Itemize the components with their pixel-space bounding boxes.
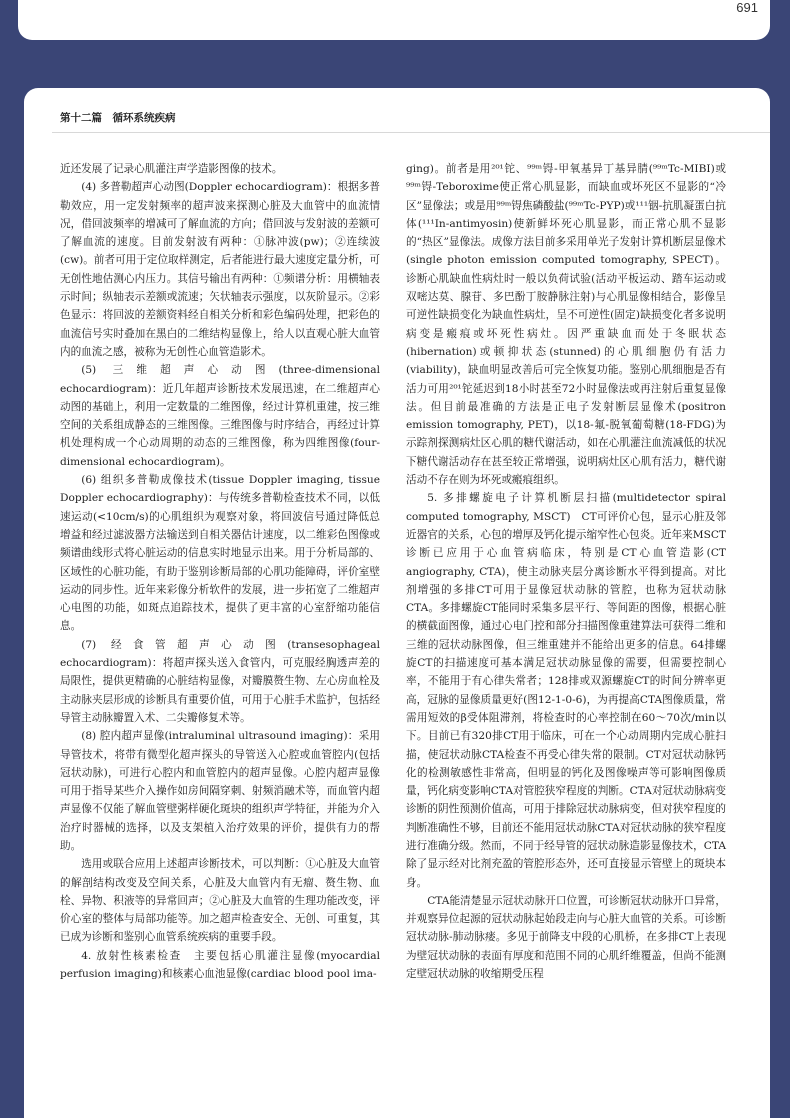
paragraph: 4. 放射性核素检查 主要包括心肌灌注显像(myocardial perfusion imaging)和核素心血池显像(cardiac blood pool ima- — [60, 949, 380, 981]
paragraph: 近还发展了记录心肌灌注声学造影图像的技术。 — [60, 163, 283, 175]
running-head: 第十二篇 循环系统疾病 — [60, 112, 176, 124]
book-page — [24, 88, 770, 1118]
paragraph: 选用或联合应用上述超声诊断技术，可以判断：①心脏及大血管的解剖结构改变及空间关系，心脏及大血管内有无瘤、赘生物、血栓、异物、积液等的异常回声；②心脏及大血管的生理功能改变，评价心室的整体与局部功能等。加之超声检查安全、无创、可重复，其已成为诊断和鉴别心血管系统疾病的重要手段。 — [60, 858, 380, 944]
page-number: 691 — [736, 0, 758, 15]
paragraph: (6) 组织多普勒成像技术(tissue Doppler imaging, tissue Doppler echocardiography)：与传统多普勒检查技术不同，以低速运动(<10cm/s)的心肌组织为观察对象，将回波信号通过降低总增益和经过滤波器方法输送到自相关器估计速度，以二维彩色图像或频谱曲线形式将心脏运动的信息实时地显示出来。用于分析局部的、区域性的心脏功能，有助于鉴别诊断局部的心肌功能障碍，评价室壁运动的同步性。近年来彩像分析软件的发展，进一步拓宽了二维超声心电图的功能，如斑点追踪技术，提供了更丰富的心室舒缩功能信息。 — [60, 474, 380, 633]
paragraph: ging)。前者是用²⁰¹铊、⁹⁹ᵐ锝-甲氧基异丁基异腈(⁹⁹ᵐTc-MIBI)或⁹⁹ᵐ锝-Teboroxime使正常心肌显影，而缺血或坏死区不显影的“冷区”显像法；或是用⁹⁹ᵐ锝焦磷酸盐(⁹⁹ᵐTc-PYP)或¹¹¹铟-抗肌凝蛋白抗体(¹¹¹In-antimyosin)使新鲜坏死心肌显影，而正常心肌不显影的“热区”显像法。成像方法目前多采用单光子发射计算机断层显像术(single photon emission computed tomography, SPECT)。诊断心肌缺血性病灶时一般以负荷试验(活动平板运动、踏车运动或双嘧达莫、腺苷、多巴酚丁胺静脉注射)与心肌显像相结合，影像呈可逆性缺损变化为缺血性病灶，呈不可逆性(固定)缺损变化者多说明病变是瘢痕或坏死性病灶。因严重缺血而处于冬眠状态(hibernation)或顿抑状态(stunned)的心肌细胞仍有活力(viability)，缺血明显改善后可完全恢复功能。鉴别心肌细胞是否有活力可用²⁰¹铊延迟到18小时甚至72小时显像法或再注射后重复显像法。但目前最准确的方法是正电子发射断层显像术(positron emission tomography, PET)，以18-氟-脱氧葡萄糖(18-FDG)为示踪剂探测病灶区心肌的糖代谢活动，如在心肌灌注血流减低的状况下糖代谢活动存在甚至较正常增强，说明病灶区心肌有活力，糖代谢活动不存在则为坏死或瘢痕组织。 — [406, 163, 726, 487]
left-column — [60, 160, 380, 983]
paragraph: (8) 腔内超声显像(intraluminal ultrasound imaging)：采用导管技术，将带有微型化超声探头的导管送入心腔或血管腔内(包括冠状动脉)，可进行心腔内和血管腔内的超声显像。心腔内超声显像可用于指导某些介入操作如房间隔穿刺、射频消融术等，而血管内超声显像不仅能了解血管壁粥样硬化斑块的组织声学特征，并能为介入治疗时器械的选择，以及支架植入治疗效果的评价，提供有力的帮助。 — [60, 730, 380, 852]
header-rule — [52, 132, 770, 133]
paragraph: (4) 多普勒超声心动图(Doppler echocardiogram)：根据多普勒效应，用一定发射频率的超声波来探测心脏及大血管中的血流情况，借回波频率的增减可了解血流的方向；借回波与发射波的差额可了解血流的速度。目前发射波有两种：①脉冲波(pw)；②连续波(cw)。前者可用于定位取样测定，后者能进行最大速度定量分析，可无创性地估测心内压力。其信号输出有两种：①频谱分析：用横轴表示时间；纵轴表示差额或流速；矢状轴表示强度，以灰阶显示。②彩色显示：将回波的差额资料经自相关分析和彩色编码处理，把彩色的血流信号实时叠加在黑白的二维结构显像上，给人以直观心脏大血管内的血流之感，被称为无创性心血管造影术。 — [60, 181, 380, 358]
paragraph: (5) 三维超声心动图(three-dimensional echocardiogram)：近几年超声诊断技术发展迅速，在二维超声心动图的基础上，利用一定数量的二维图像，经过计算机重建，按三维空间的关系组成静态的三维图像。三维图像与时序结合，再经过计算机处理构成一个心动周期的动态的三维图像，称为四维图像(four-dimensional echocardiogram)。 — [60, 364, 380, 468]
previous-page-strip — [18, 0, 770, 40]
right-column — [406, 160, 726, 983]
paragraph: CTA能清楚显示冠状动脉开口位置，可诊断冠状动脉开口异常，并观察异位起源的冠状动脉起始段走向与心脏大血管的关系。可诊断冠状动脉-肺动脉瘘。多见于前降支中段的心肌桥，在多排CT上表现为壁冠状动脉的表面有厚度和范围不同的心肌纤维覆盖，但尚不能测定壁冠状动脉的收缩期受压程 — [406, 894, 726, 981]
paragraph: (7) 经食管超声心动图(transesophageal echocardiogram)：将超声探头送入食管内，可克服经胸透声差的局限性，提供更精确的心脏结构显像，对瓣膜赘生物、左心房血栓及主动脉夹层形成的诊断具有重要价值，可用于心脏手术监护，包括经导管主动脉瓣置入术、二尖瓣修复术等。 — [60, 638, 380, 724]
paragraph: 5. 多排螺旋电子计算机断层扫描(multidetector spiral computed tomography, MSCT) CT可评价心包，显示心脏及邻近器官的关系，心包的增厚及钙化提示缩窄性心包炎。近年来MSCT诊断已应用于心血管病临床，特别是CT心血管造影(CT angiography, CTA)，使主动脉夹层分离诊断水平得到提高。对比剂增强的多排CT可用于显像冠状动脉的管腔，也称为冠状动脉CTA。多排螺旋CT能同时采集多层平行、等间距的图像，根据心脏的横截面图像，通过心电门控和部分扫描图像重建算法可获得二维和三维的冠状动脉图像，但三维重建并不能给出更多的信息。64排螺旋CT的扫描速度可基本满足冠状动脉显像的需要，但需要控制心率，不能用于有心律失常者；128排或双源螺旋CT的时间分辨率更高，冠脉的显像质量更好(图12-1-0-6)，为再提高CTA图像质量，常需用短效的β受体阻滞剂，将检查时的心率控制在60～70次/min以下。目前已有320排CT用于临床，可在一个心动周期内完成心脏扫描，使冠状动脉CTA检查不再受心律失常的限制。CT对冠状动脉钙化的检测敏感性非常高，但明显的钙化及图像噪声等可影响图像质量，钙化病变影响CTA对管腔狭窄程度的判断。CTA对冠状动脉病变诊断的阴性预测价值高，可用于排除冠状动脉病变，但对狭窄程度的判断准确性不够，目前还不能用冠状动脉CTA对冠状动脉的狭窄程度进行准确分级。然而，不同于经导管的冠状动脉造影显像技术，CTA除了显示经对比剂充盈的管腔形态外，还可直接显示管壁上的斑块本身。 — [406, 492, 726, 889]
